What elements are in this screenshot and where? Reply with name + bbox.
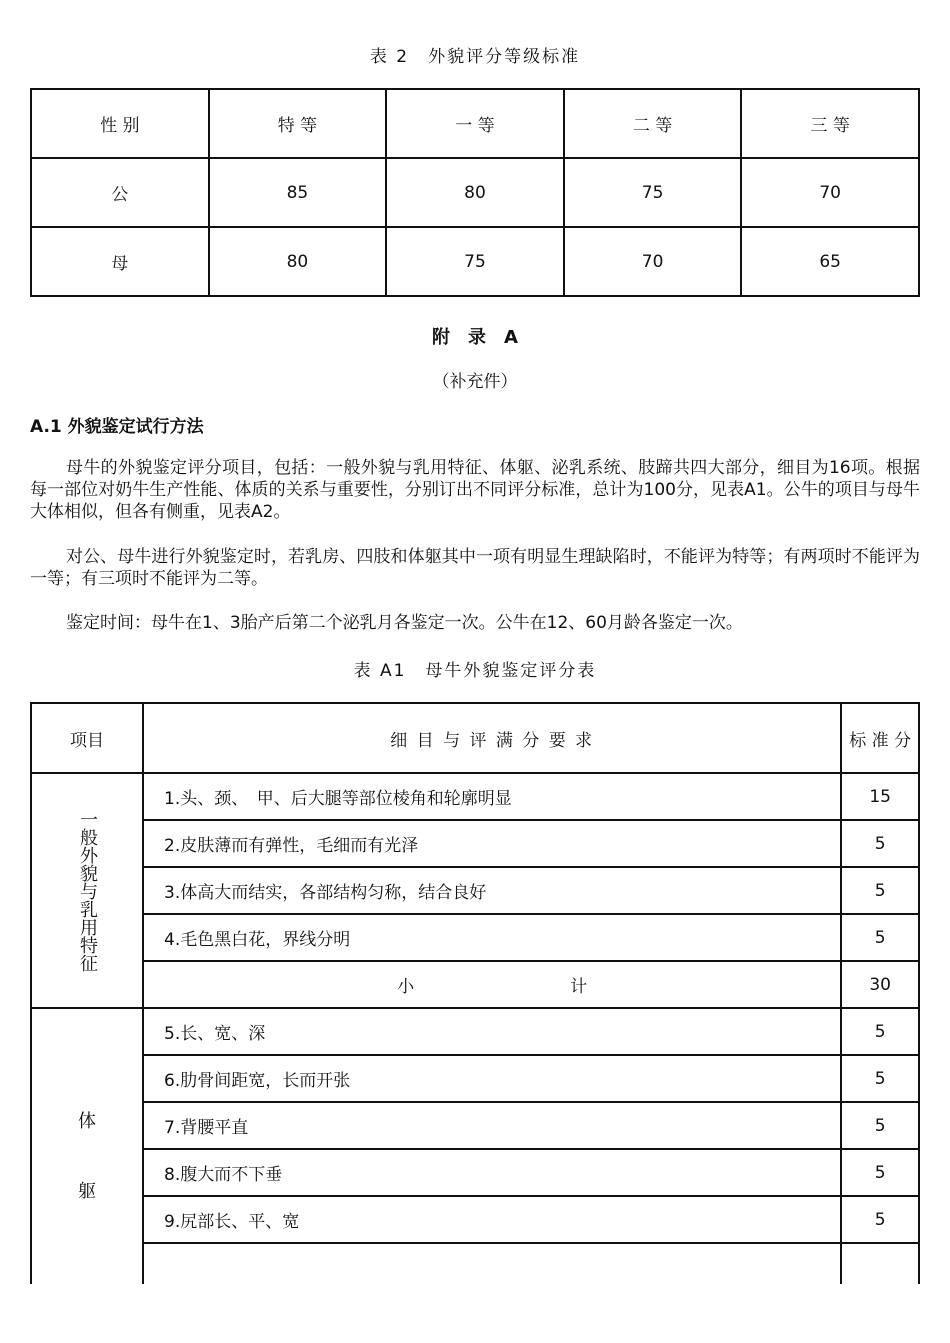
table-row bbox=[31, 914, 919, 961]
subtotal-label bbox=[143, 961, 841, 1008]
criteria-score: 5 bbox=[841, 867, 919, 914]
table-cell: 85 bbox=[209, 158, 387, 227]
subtotal-row bbox=[31, 961, 919, 1008]
table-row bbox=[31, 1243, 919, 1284]
header-third-grade: 三 等 bbox=[741, 89, 919, 158]
paragraph-timing: 鉴定时间：母牛在1、3胎产后第二个泌乳月各鉴定一次。公牛在12、60月龄各鉴定一次。 bbox=[66, 613, 743, 633]
criteria-item: 1.头、颈、 甲、后大腿等部位棱角和轮廓明显 bbox=[143, 773, 841, 820]
group-label-general-appearance bbox=[31, 773, 143, 1008]
table-row bbox=[31, 1008, 919, 1055]
subtotal-label-a: 小 bbox=[397, 977, 415, 997]
header-special-grade: 特 等 bbox=[209, 89, 387, 158]
header-score: 标 准 分 bbox=[841, 703, 919, 773]
table-row bbox=[31, 158, 919, 227]
criteria-item: 6.肋骨间距宽，长而开张 bbox=[143, 1055, 841, 1102]
table-row bbox=[31, 773, 919, 820]
table2-caption: 表 2 外貌评分等级标准 bbox=[369, 47, 581, 67]
criteria-item-empty bbox=[143, 1243, 841, 1284]
criteria-score: 5 bbox=[841, 1102, 919, 1149]
table-cell: 80 bbox=[209, 227, 387, 296]
table-cell: 80 bbox=[386, 158, 564, 227]
header-second-grade: 二 等 bbox=[564, 89, 742, 158]
table-row bbox=[31, 1196, 919, 1243]
criteria-score: 5 bbox=[841, 820, 919, 867]
criteria-score: 5 bbox=[841, 1008, 919, 1055]
criteria-item: 8.腹大而不下垂 bbox=[143, 1149, 841, 1196]
table-row bbox=[31, 1102, 919, 1149]
table-header-row bbox=[31, 703, 919, 773]
criteria-score-empty bbox=[841, 1243, 919, 1284]
table-cell: 75 bbox=[564, 158, 742, 227]
table-header-row bbox=[31, 89, 919, 158]
table-cell: 70 bbox=[741, 158, 919, 227]
table-row bbox=[31, 1149, 919, 1196]
table-row bbox=[31, 867, 919, 914]
header-first-grade: 一 等 bbox=[386, 89, 564, 158]
criteria-item: 3.体高大而结实，各部结构匀称，结合良好 bbox=[143, 867, 841, 914]
table-row bbox=[31, 1055, 919, 1102]
criteria-item: 7.背腰平直 bbox=[143, 1102, 841, 1149]
section-heading: A.1 外貌鉴定试行方法 bbox=[30, 417, 204, 437]
table-cell: 70 bbox=[564, 227, 742, 296]
header-item: 项目 bbox=[31, 703, 143, 773]
criteria-item: 5.长、宽、深 bbox=[143, 1008, 841, 1055]
criteria-score: 5 bbox=[841, 914, 919, 961]
table-cell: 公 bbox=[31, 158, 209, 227]
table-cell: 75 bbox=[386, 227, 564, 296]
group-label-body-b: 躯 bbox=[78, 1181, 96, 1202]
group-label-body-a: 体 bbox=[78, 1111, 96, 1132]
subtotal-score: 30 bbox=[841, 961, 919, 1008]
criteria-score: 5 bbox=[841, 1196, 919, 1243]
appendix-subtitle: （补充件） bbox=[432, 372, 518, 392]
paragraph-defects: 对公、母牛进行外貌鉴定时，若乳房、四肢和体躯其中一项有明显生理缺陷时，不能评为特等；有两项时不能评为一等；有三项时不能评为二等。 bbox=[30, 547, 920, 589]
table-row bbox=[31, 820, 919, 867]
group-label-text: 一般外貌与乳用特征 bbox=[77, 809, 98, 972]
tableA1-caption: 表 A1 母牛外貌鉴定评分表 bbox=[353, 661, 597, 681]
group-label-body bbox=[31, 1008, 143, 1284]
header-sex: 性 别 bbox=[31, 89, 209, 158]
criteria-item: 9.尻部长、平、宽 bbox=[143, 1196, 841, 1243]
criteria-item: 4.毛色黑白花，界线分明 bbox=[143, 914, 841, 961]
table-cell: 母 bbox=[31, 227, 209, 296]
appendix-title: 附 录 A bbox=[432, 327, 518, 348]
criteria-score: 5 bbox=[841, 1055, 919, 1102]
cow-appearance-score-table bbox=[30, 702, 920, 1284]
grade-standard-table bbox=[30, 88, 920, 297]
criteria-item: 2.皮肤薄而有弹性，毛细而有光泽 bbox=[143, 820, 841, 867]
subtotal-label-b: 计 bbox=[570, 977, 588, 997]
criteria-score: 15 bbox=[841, 773, 919, 820]
table-row bbox=[31, 227, 919, 296]
paragraph-scoring-items: 母牛的外貌鉴定评分项目，包括：一般外貌与乳用特征、体躯、泌乳系统、肢蹄共四大部分，细目为16项。根据每一部位对奶牛生产性能、体质的关系与重要性，分别订出不同评分标准，总计为100分，见表A1。公牛的项目与母牛大体相似，但各有侧重，见表A2。 bbox=[30, 458, 920, 522]
criteria-score: 5 bbox=[841, 1149, 919, 1196]
table-cell: 65 bbox=[741, 227, 919, 296]
header-detail: 细 目 与 评 满 分 要 求 bbox=[143, 703, 841, 773]
